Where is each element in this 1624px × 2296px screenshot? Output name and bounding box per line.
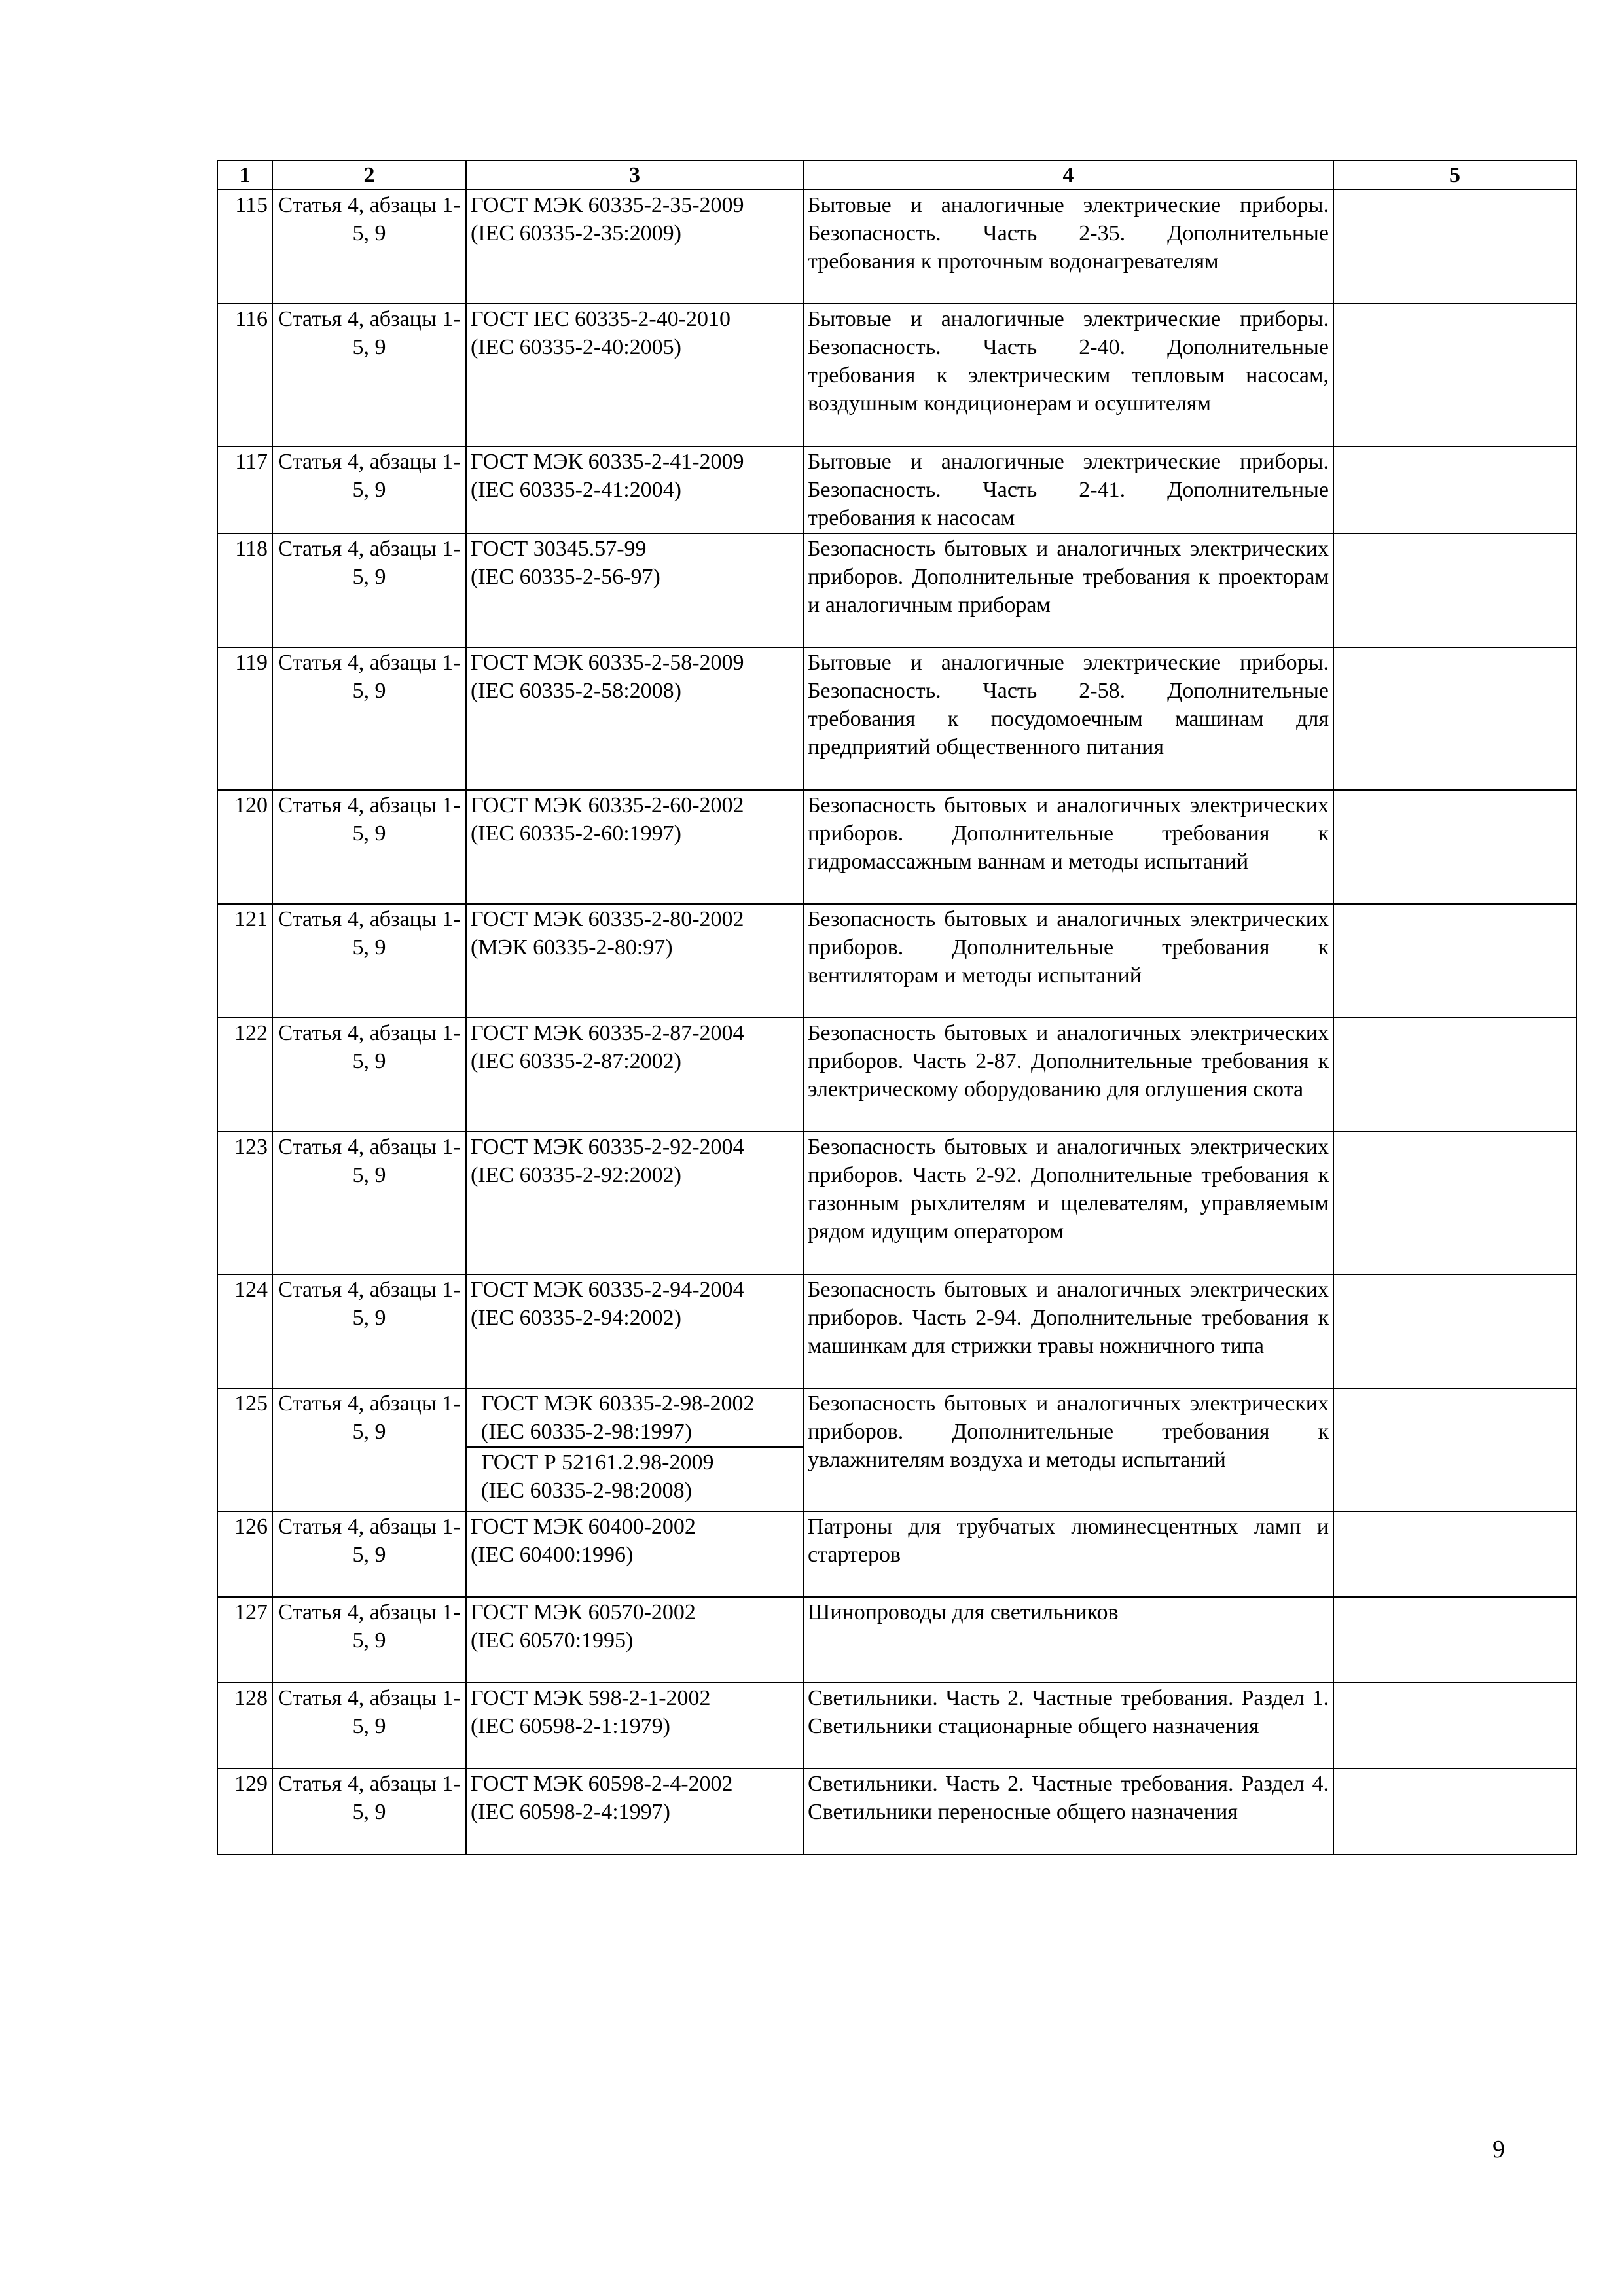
standard-line: ГОСТ МЭК 60335-2-41-2009 — [471, 450, 744, 474]
article-reference: Статья 4, абзацы 1-5, 9 — [272, 790, 466, 904]
column-header-3: 3 — [466, 160, 803, 190]
standard-line: (IEC 60335-2-35:2009) — [471, 221, 682, 245]
table-row — [217, 1388, 1576, 1511]
column-header-2: 2 — [272, 160, 466, 190]
row-number: 122 — [217, 1018, 272, 1132]
standard-designation — [466, 1132, 803, 1274]
article-reference: Статья 4, абзацы 1-5, 9 — [272, 533, 466, 647]
row-number: 127 — [217, 1597, 272, 1683]
note-cell — [1333, 904, 1576, 1018]
article-reference: Статья 4, абзацы 1-5, 9 — [272, 1132, 466, 1274]
article-reference: Статья 4, абзацы 1-5, 9 — [272, 1768, 466, 1854]
standard-line: (IEC 60335-2-58:2008) — [471, 679, 682, 703]
note-cell — [1333, 446, 1576, 533]
row-number: 129 — [217, 1768, 272, 1854]
table-row — [217, 904, 1576, 1018]
table-row — [217, 1018, 1576, 1132]
article-reference: Статья 4, абзацы 1-5, 9 — [272, 446, 466, 533]
table-row — [217, 1768, 1576, 1854]
standard-designation — [466, 190, 803, 304]
standard-line: (IEC 60335-2-60:1997) — [471, 821, 682, 846]
table-row — [217, 190, 1576, 304]
standard-line: ГОСТ МЭК 60335-2-60-2002 — [471, 793, 744, 817]
table-row — [217, 790, 1576, 904]
standard-title: Светильники. Часть 2. Частные требования. Раздел 1. Светильники стационарные общего назначения — [803, 1683, 1333, 1768]
standard-line: (IEC 60598-2-4:1997) — [471, 1800, 671, 1824]
standard-title: Бытовые и аналогичные электрические приборы. Безопасность. Часть 2-40. Дополнительные требования к электрическим тепловым насосам, воздушным кондиционерам и осушителям — [803, 304, 1333, 446]
standard-designation — [466, 1018, 803, 1132]
standard-line: (IEC 60335-2-41:2004) — [471, 478, 682, 502]
page-number: 9 — [1492, 2136, 1505, 2163]
standard-line: (МЭК 60335-2-80:97) — [471, 935, 673, 960]
standard-line: ГОСТ МЭК 60335-2-80-2002 — [471, 907, 744, 931]
standard-title: Шинопроводы для светильников — [803, 1597, 1333, 1683]
standard-line: ГОСТ МЭК 60598-2-4-2002 — [471, 1772, 733, 1796]
standard-title: Патроны для трубчатых люминесцентных ламп и стартеров — [803, 1511, 1333, 1597]
standard-designation — [466, 1768, 803, 1854]
row-number: 128 — [217, 1683, 272, 1768]
standard-title: Безопасность бытовых и аналогичных электрических приборов. Дополнительные требования к вентиляторам и методы испытаний — [803, 904, 1333, 1018]
standard-line: (IEC 60335-2-40:2005) — [471, 335, 682, 359]
standard-designation — [466, 533, 803, 647]
standards-table — [217, 160, 1577, 1855]
standard-line: ГОСТ МЭК 60570-2002 — [471, 1600, 696, 1624]
article-reference: Статья 4, абзацы 1-5, 9 — [272, 1388, 466, 1511]
row-number: 125 — [217, 1388, 272, 1511]
standard-title: Безопасность бытовых и аналогичных электрических приборов. Часть 2-92. Дополнительные требования к газонным рыхлителям и щелевателям, управляемым рядом идущим оператором — [803, 1132, 1333, 1274]
note-cell — [1333, 190, 1576, 304]
row-number: 124 — [217, 1274, 272, 1388]
standard-line: ГОСТ МЭК 60335-2-92-2004 — [471, 1135, 744, 1159]
note-cell — [1333, 1597, 1576, 1683]
row-number: 118 — [217, 533, 272, 647]
standard-line: (IEC 60335-2-94:2002) — [471, 1306, 682, 1330]
standard-line: (IEC 60400:1996) — [471, 1543, 634, 1567]
note-cell — [1333, 1388, 1576, 1511]
standard-title: Безопасность бытовых и аналогичных электрических приборов. Часть 2-94. Дополнительные требования к машинкам для стрижки травы ножничного типа — [803, 1274, 1333, 1388]
standard-title: Бытовые и аналогичные электрические приборы. Безопасность. Часть 2-41. Дополнительные требования к насосам — [803, 446, 1333, 533]
standard-line: ГОСТ МЭК 60335-2-94-2004 — [471, 1278, 744, 1302]
standard-line: ГОСТ Р 52161.2.98-2009 — [481, 1450, 714, 1475]
article-reference: Статья 4, абзацы 1-5, 9 — [272, 1511, 466, 1597]
standard-line: ГОСТ IEC 60335-2-40-2010 — [471, 307, 731, 331]
row-number: 121 — [217, 904, 272, 1018]
note-cell — [1333, 790, 1576, 904]
standard-line: (IEC 60335-2-92:2002) — [471, 1163, 682, 1187]
article-reference: Статья 4, абзацы 1-5, 9 — [272, 1274, 466, 1388]
row-number: 116 — [217, 304, 272, 446]
row-number: 119 — [217, 647, 272, 790]
note-cell — [1333, 304, 1576, 446]
column-header-1: 1 — [217, 160, 272, 190]
standard-title: Бытовые и аналогичные электрические приборы. Безопасность. Часть 2-58. Дополнительные требования к посудомоечным машинам для предприятий общественного питания — [803, 647, 1333, 790]
standard-line: ГОСТ МЭК 598-2-1-2002 — [471, 1686, 711, 1710]
row-number: 117 — [217, 446, 272, 533]
standard-line: ГОСТ МЭК 60400-2002 — [471, 1515, 696, 1539]
note-cell — [1333, 533, 1576, 647]
table-row — [217, 1683, 1576, 1768]
standard-line: ГОСТ МЭК 60335-2-87-2004 — [471, 1021, 744, 1045]
standard-designation — [466, 1388, 803, 1511]
standard-designation — [466, 904, 803, 1018]
standard-line: (IEC 60335-2-98:2008) — [481, 1479, 693, 1503]
standard-line: ГОСТ МЭК 60335-2-35-2009 — [471, 193, 744, 217]
standard-designation — [466, 647, 803, 790]
table-row — [217, 647, 1576, 790]
note-cell — [1333, 647, 1576, 790]
standard-designation — [466, 304, 803, 446]
column-header-4: 4 — [803, 160, 1333, 190]
standard-part — [467, 1446, 803, 1505]
note-cell — [1333, 1132, 1576, 1274]
table-header-row — [217, 160, 1576, 190]
table-row — [217, 1511, 1576, 1597]
note-cell — [1333, 1018, 1576, 1132]
note-cell — [1333, 1683, 1576, 1768]
row-number: 126 — [217, 1511, 272, 1597]
table-row — [217, 1597, 1576, 1683]
standard-designation — [466, 1274, 803, 1388]
standard-title: Безопасность бытовых и аналогичных электрических приборов. Дополнительные требования к увлажнителям воздуха и методы испытаний — [803, 1388, 1333, 1511]
column-header-5: 5 — [1333, 160, 1576, 190]
article-reference: Статья 4, абзацы 1-5, 9 — [272, 1683, 466, 1768]
article-reference: Статья 4, абзацы 1-5, 9 — [272, 904, 466, 1018]
article-reference: Статья 4, абзацы 1-5, 9 — [272, 304, 466, 446]
standard-designation — [466, 1683, 803, 1768]
article-reference: Статья 4, абзацы 1-5, 9 — [272, 1018, 466, 1132]
row-number: 115 — [217, 190, 272, 304]
standard-designation — [466, 446, 803, 533]
table-row — [217, 1274, 1576, 1388]
standard-designation — [466, 790, 803, 904]
standard-part — [467, 1389, 803, 1446]
standard-line: (IEC 60598-2-1:1979) — [471, 1714, 671, 1738]
article-reference: Статья 4, абзацы 1-5, 9 — [272, 1597, 466, 1683]
standard-designation — [466, 1597, 803, 1683]
row-number: 120 — [217, 790, 272, 904]
note-cell — [1333, 1274, 1576, 1388]
standard-title: Светильники. Часть 2. Частные требования. Раздел 4. Светильники переносные общего назначения — [803, 1768, 1333, 1854]
article-reference: Статья 4, абзацы 1-5, 9 — [272, 647, 466, 790]
standard-line: (IEC 60335-2-87:2002) — [471, 1049, 682, 1073]
note-cell — [1333, 1768, 1576, 1854]
standard-title: Безопасность бытовых и аналогичных электрических приборов. Дополнительные требования к гидромассажным ваннам и методы испытаний — [803, 790, 1333, 904]
table-row — [217, 533, 1576, 647]
table-row — [217, 304, 1576, 446]
standard-line: (IEC 60335-2-56-97) — [471, 565, 660, 589]
standard-line: ГОСТ МЭК 60335-2-58-2009 — [471, 651, 744, 675]
article-reference: Статья 4, абзацы 1-5, 9 — [272, 190, 466, 304]
table-row — [217, 446, 1576, 533]
standard-line: ГОСТ 30345.57-99 — [471, 537, 647, 561]
row-number: 123 — [217, 1132, 272, 1274]
standard-line: ГОСТ МЭК 60335-2-98-2002 — [481, 1391, 755, 1416]
table-body — [217, 190, 1576, 1854]
note-cell — [1333, 1511, 1576, 1597]
standard-title: Безопасность бытовых и аналогичных электрических приборов. Часть 2-87. Дополнительные требования к электрическому оборудованию для оглушения скота — [803, 1018, 1333, 1132]
standard-title: Бытовые и аналогичные электрические приборы. Безопасность. Часть 2-35. Дополнительные требования к проточным водонагревателям — [803, 190, 1333, 304]
standard-line: (IEC 60570:1995) — [471, 1628, 634, 1653]
standard-line: (IEC 60335-2-98:1997) — [481, 1420, 693, 1444]
standard-title: Безопасность бытовых и аналогичных электрических приборов. Дополнительные требования к проекторам и аналогичным приборам — [803, 533, 1333, 647]
standard-designation — [466, 1511, 803, 1597]
table-row — [217, 1132, 1576, 1274]
